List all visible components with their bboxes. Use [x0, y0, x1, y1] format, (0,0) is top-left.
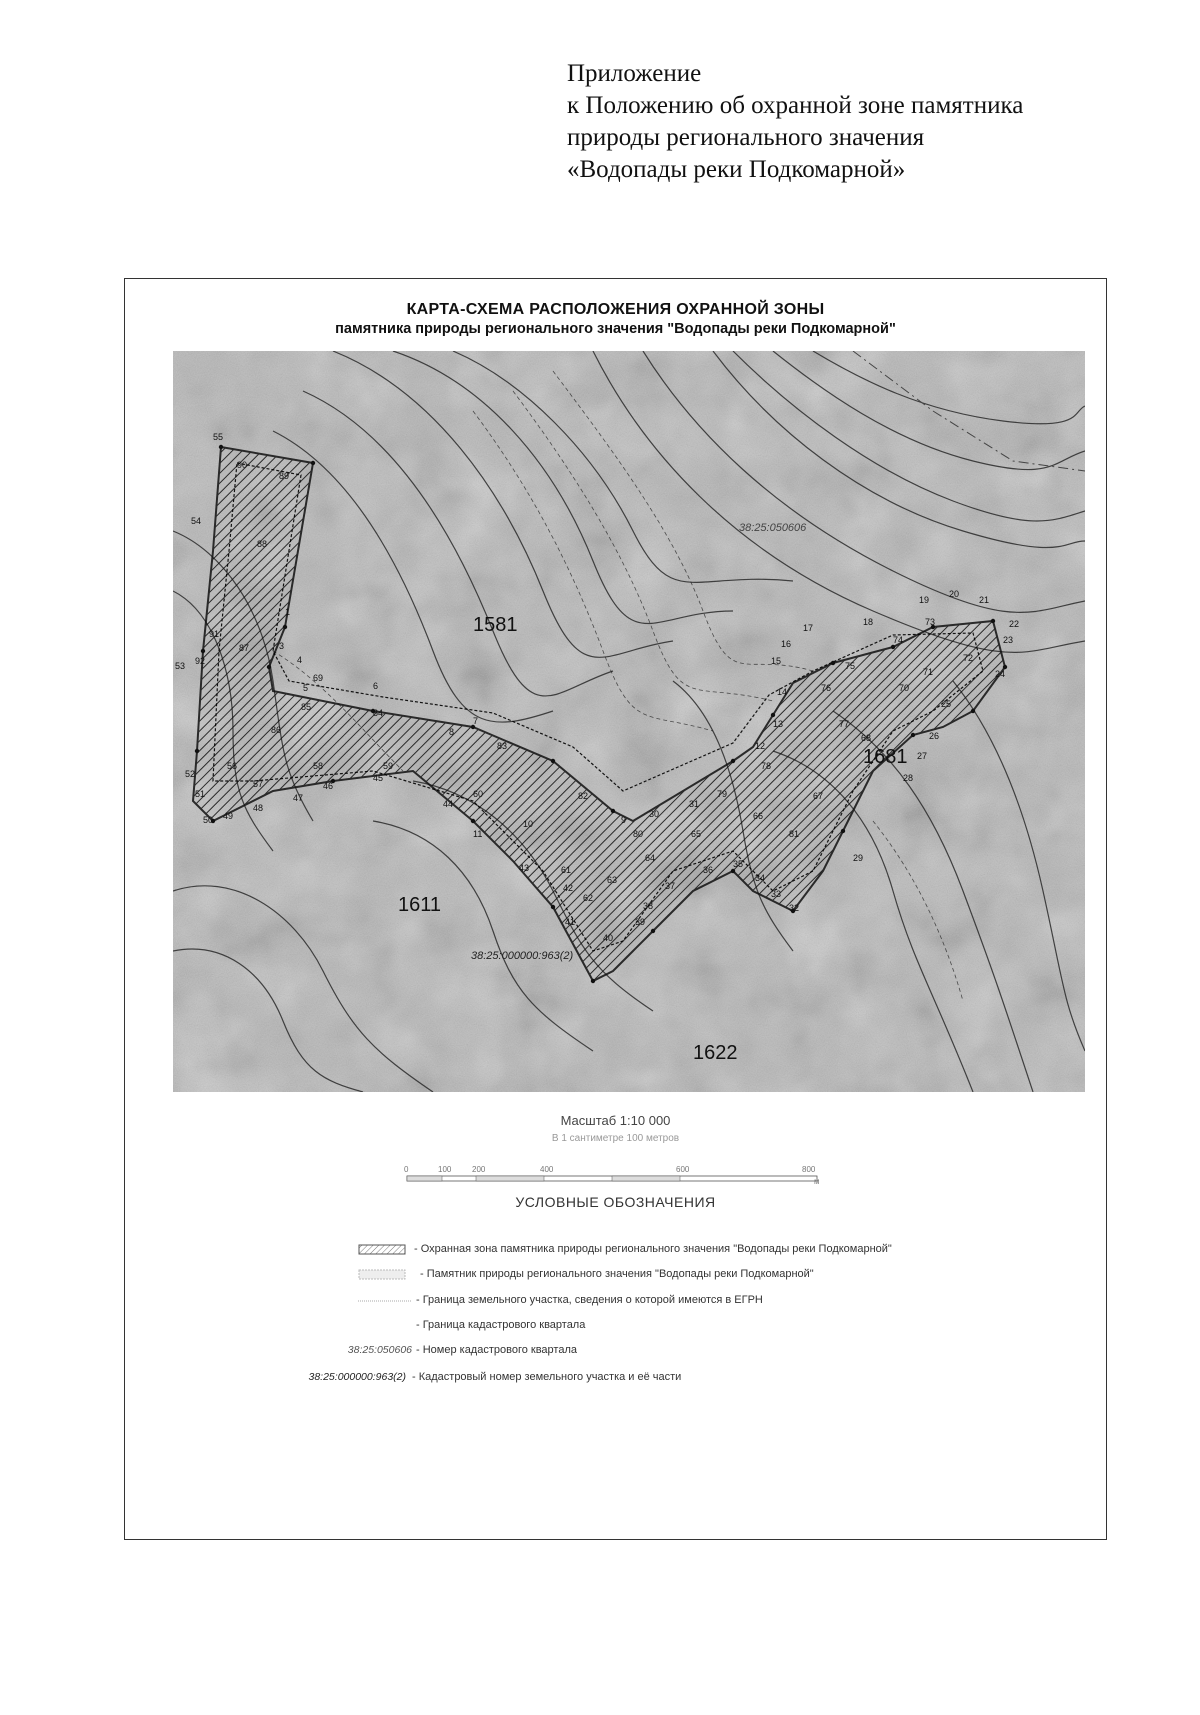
point-label: 80 [633, 829, 644, 839]
point-label: 5 [303, 683, 309, 693]
scale-tick: 400 [540, 1165, 554, 1174]
point-label: 11 [473, 829, 483, 839]
point-label: 85 [301, 702, 312, 712]
point-label: 25 [941, 699, 952, 709]
point-label: 73 [925, 617, 936, 627]
map-canvas [173, 351, 1085, 1092]
point-label: 69 [313, 673, 324, 683]
point-label: 59 [383, 761, 394, 771]
legend-item-quarter-number: - Номер кадастрового квартала [416, 1344, 577, 1356]
point-label: 53 [175, 661, 186, 671]
point-label: 82 [578, 791, 589, 801]
legend-item-monument: - Памятник природы регионального значения "Водопады реки Подкомарной" [420, 1268, 814, 1280]
point-label: 33 [771, 889, 782, 899]
point-label: 28 [903, 773, 914, 783]
area-number-1622: 1622 [693, 1042, 738, 1064]
scale-tick: 600 [676, 1165, 690, 1174]
point-label: 17 [803, 623, 814, 633]
appendix-line-3: природы регионального значения [567, 124, 925, 151]
point-label: 21 [979, 595, 990, 605]
point-label: 67 [813, 791, 824, 801]
point-label: 75 [845, 661, 856, 671]
point-label: 43 [519, 863, 530, 873]
point-label: 36 [703, 865, 714, 875]
point-label: 64 [645, 853, 656, 863]
point-label: 38 [643, 901, 654, 911]
scale-bar [402, 1160, 822, 1188]
area-number-1681: 1681 [863, 746, 908, 768]
area-number-1611: 1611 [398, 894, 442, 916]
point-label: 56 [227, 761, 238, 771]
legend-symbol-zone [358, 1243, 408, 1257]
point-label: 19 [919, 595, 930, 605]
point-label: 15 [771, 656, 782, 666]
point-label: 72 [963, 653, 974, 663]
legend-sample-quarter: 38:25:050606 [347, 1344, 412, 1356]
point-label: 77 [839, 719, 850, 729]
point-label: 91 [209, 629, 220, 639]
legend-symbol-monument [358, 1268, 408, 1282]
point-label: 12 [755, 741, 766, 751]
scale-tick: 0 [404, 1165, 409, 1174]
point-label: 29 [853, 853, 864, 863]
point-label: 76 [821, 683, 832, 693]
point-label: 55 [213, 432, 224, 442]
legend-item-zone: - Охранная зона памятника природы регионального значения "Водопады реки Подкомарной" [414, 1243, 892, 1255]
legend-symbol-parcel-boundary [358, 1294, 414, 1308]
point-label: 83 [497, 741, 508, 751]
point-label: 87 [239, 643, 250, 653]
appendix-line-1: Приложение [567, 60, 702, 87]
point-label: 50 [203, 815, 214, 825]
legend-title: УСЛОВНЫЕ ОБОЗНАЧЕНИЯ [515, 1194, 716, 1210]
point-label: 58 [313, 761, 324, 771]
point-label: 32 [789, 903, 800, 913]
point-label: 70 [899, 683, 910, 693]
point-label: 51 [195, 789, 206, 799]
map-subtitle: памятника природы регионального значения "Водопады реки Подкомарной" [335, 321, 896, 337]
appendix-header [567, 58, 1167, 186]
point-label: 8 [449, 727, 455, 737]
point-label: 40 [603, 933, 614, 943]
point-label: 54 [191, 516, 202, 526]
point-label: 84 [373, 708, 384, 718]
point-label: 62 [583, 893, 594, 903]
point-label: 92 [195, 656, 206, 666]
point-label: 44 [443, 799, 454, 809]
point-label: 34 [755, 873, 766, 883]
point-label: 13 [773, 719, 784, 729]
legend-item-parcel-boundary: - Граница земельного участка, сведения о которой имеются в ЕГРН [416, 1294, 763, 1306]
point-label: 48 [253, 803, 264, 813]
point-label: 31 [689, 799, 700, 809]
point-label: 65 [691, 829, 702, 839]
point-label: 7 [473, 716, 479, 726]
point-label: 60 [473, 789, 484, 799]
parcel-label: 38:25:000000:963(2) [471, 950, 574, 962]
point-label: 35 [733, 859, 744, 869]
point-label: 20 [949, 589, 960, 599]
point-label: 49 [223, 811, 234, 821]
point-label: 42 [563, 883, 574, 893]
scale-label: Масштаб 1:10 000 [560, 1113, 671, 1128]
appendix-line-2: к Положению об охранной зоне памятника [567, 92, 1024, 119]
point-label: 41 [565, 917, 576, 927]
scale-bar-graphic [402, 1160, 822, 1188]
legend-sample-parcel: 38:25:000000:963(2) [308, 1371, 406, 1383]
legend-item-parcel-number: - Кадастровый номер земельного участка и её части [412, 1371, 682, 1383]
point-label: 81 [789, 829, 800, 839]
cadastral-quarter-label: 38:25:050606 [739, 522, 807, 534]
point-label: 30 [649, 809, 660, 819]
scale-tick: 800 [802, 1165, 816, 1174]
point-label: 26 [929, 731, 940, 741]
point-label: 89 [279, 471, 290, 481]
point-label: 61 [561, 865, 572, 875]
point-label: 9 [621, 815, 627, 825]
point-label: 47 [293, 793, 304, 803]
point-label: 57 [253, 779, 264, 789]
topographic-map [173, 351, 1085, 1092]
point-label: 63 [607, 875, 618, 885]
point-label: 3 [279, 641, 285, 651]
point-label: 52 [185, 769, 196, 779]
point-label: 88 [257, 539, 268, 549]
scale-subtitle: В 1 сантиметре 100 метров [551, 1133, 680, 1144]
point-label: 10 [523, 819, 534, 829]
point-label: 90 [237, 460, 248, 470]
point-label: 66 [753, 811, 764, 821]
point-label: 23 [1003, 635, 1014, 645]
point-label: 27 [917, 751, 928, 761]
scale-tick: 200 [472, 1165, 486, 1174]
point-label: 22 [1009, 619, 1020, 629]
point-label: 79 [717, 789, 728, 799]
map-title: КАРТА-СХЕМА РАСПОЛОЖЕНИЯ ОХРАННОЙ ЗОНЫ [406, 301, 825, 318]
point-label: 24 [995, 669, 1006, 679]
point-label: 18 [863, 617, 874, 627]
point-label: 45 [373, 773, 384, 783]
legend-item-quarter-boundary: - Граница кадастрового квартала [416, 1319, 586, 1331]
area-number-1581: 1581 [473, 614, 518, 636]
point-label: 14 [777, 687, 788, 697]
point-label: 37 [665, 881, 676, 891]
point-label: 4 [297, 655, 303, 665]
point-label: 39 [635, 917, 646, 927]
point-label: 16 [781, 639, 792, 649]
point-label: 78 [761, 761, 772, 771]
point-label: 74 [893, 635, 904, 645]
appendix-line-4: «Водопады реки Подкомарной» [567, 156, 906, 183]
scale-unit: м [814, 1177, 820, 1186]
point-label: 46 [323, 781, 334, 791]
point-label: 6 [373, 681, 379, 691]
point-label: 68 [861, 733, 872, 743]
point-label: 86 [271, 725, 282, 735]
scale-tick: 100 [438, 1165, 452, 1174]
point-label: 71 [923, 667, 934, 677]
point-label: 1 [285, 607, 291, 617]
